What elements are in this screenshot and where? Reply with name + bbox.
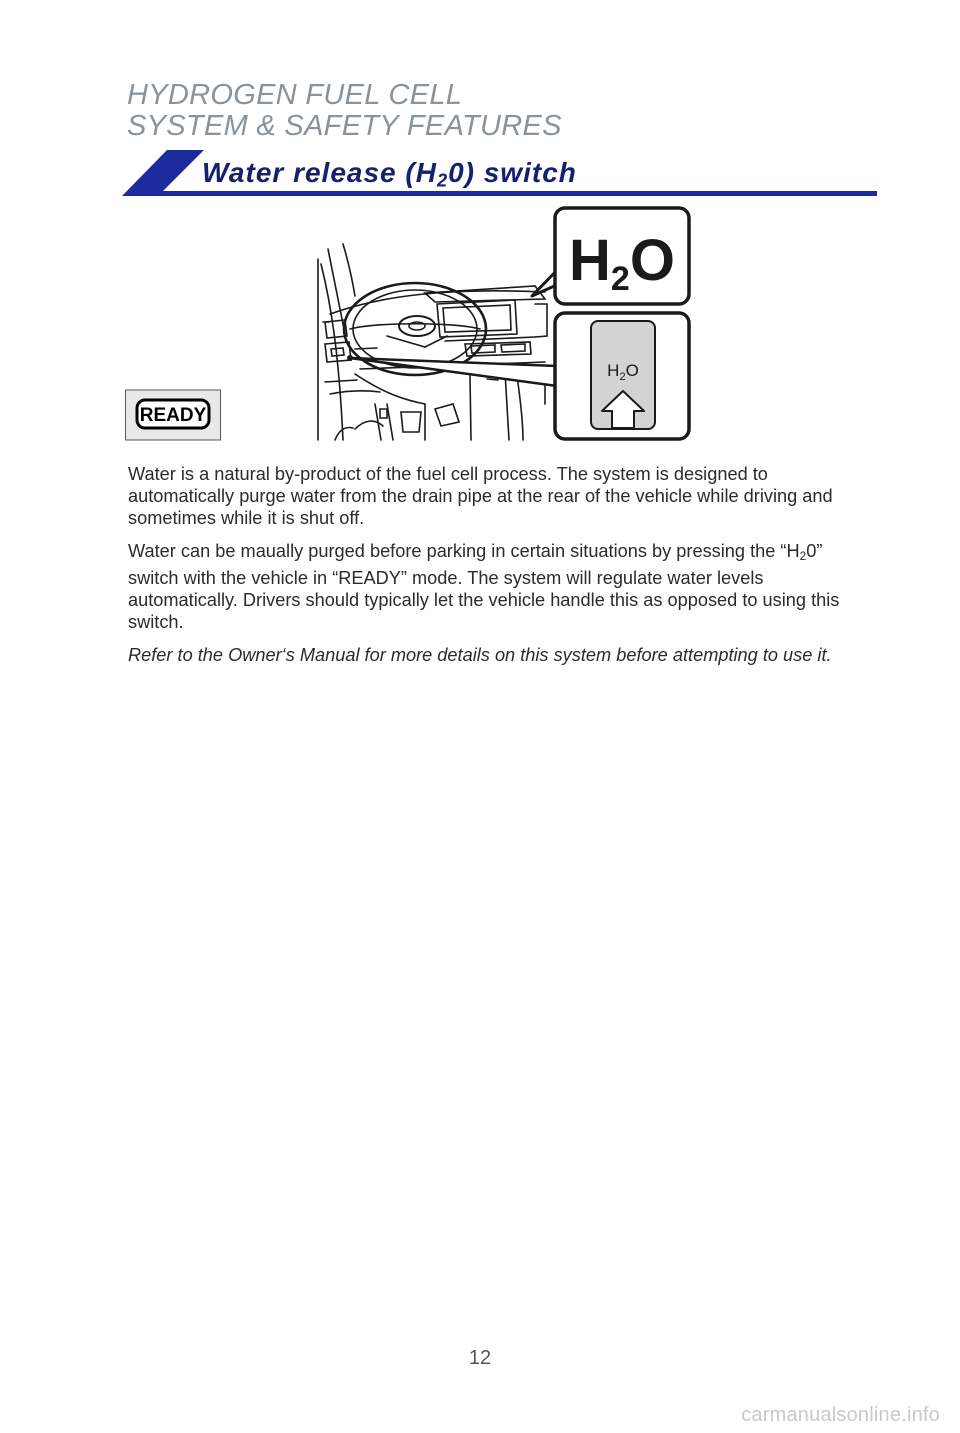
body-text	[128, 463, 873, 677]
subsection-title-subscript: 2	[436, 170, 449, 191]
subsection-title	[202, 156, 577, 198]
h2o-callout-large-label: H2O	[569, 228, 675, 298]
paragraph-2-subscript: 2	[799, 548, 807, 563]
manual-note: Refer to the Owner‘s Manual for more details on this system before attempting to use it.	[128, 644, 832, 665]
paragraph-2-before: Water can be maually purged before parking in certain situations by pressing the “H	[128, 541, 800, 561]
ready-indicator	[126, 390, 221, 440]
h2o-switch-callout	[555, 313, 689, 439]
paragraph-2-after: 0” switch with the vehicle in “READY” mode. The system will regulate water levels automatically. Drivers should typically let the vehicle handle this as opposed to using this switch.	[128, 541, 840, 632]
paragraph-1: Water is a natural by-product of the fuel cell process. The system is designed to automatically purge water from the drain pipe at the rear of the vehicle while driving and sometimes while it is shut off.	[128, 464, 833, 528]
h2o-switch-label: $H_2O$	[607, 361, 639, 383]
section-title	[127, 80, 562, 142]
subsection-title-main: Water release (H	[202, 157, 437, 188]
dashboard-drawing	[125, 204, 695, 444]
paragraph-2	[128, 540, 873, 633]
dashboard-line-art	[318, 244, 547, 440]
page-number: 12	[468, 1347, 492, 1369]
ready-indicator-label: READY	[139, 405, 207, 426]
section-title-line-2: SYSTEM & SAFETY FEATURES	[127, 110, 562, 142]
h2o-callout-large	[555, 208, 689, 304]
watermark: carmanualsonline.info	[741, 1404, 940, 1426]
subsection-title-tail: 0) switch	[448, 157, 577, 188]
section-title-line-1: HYDROGEN FUEL CELL	[127, 79, 463, 111]
dashboard-illustration	[125, 204, 695, 444]
